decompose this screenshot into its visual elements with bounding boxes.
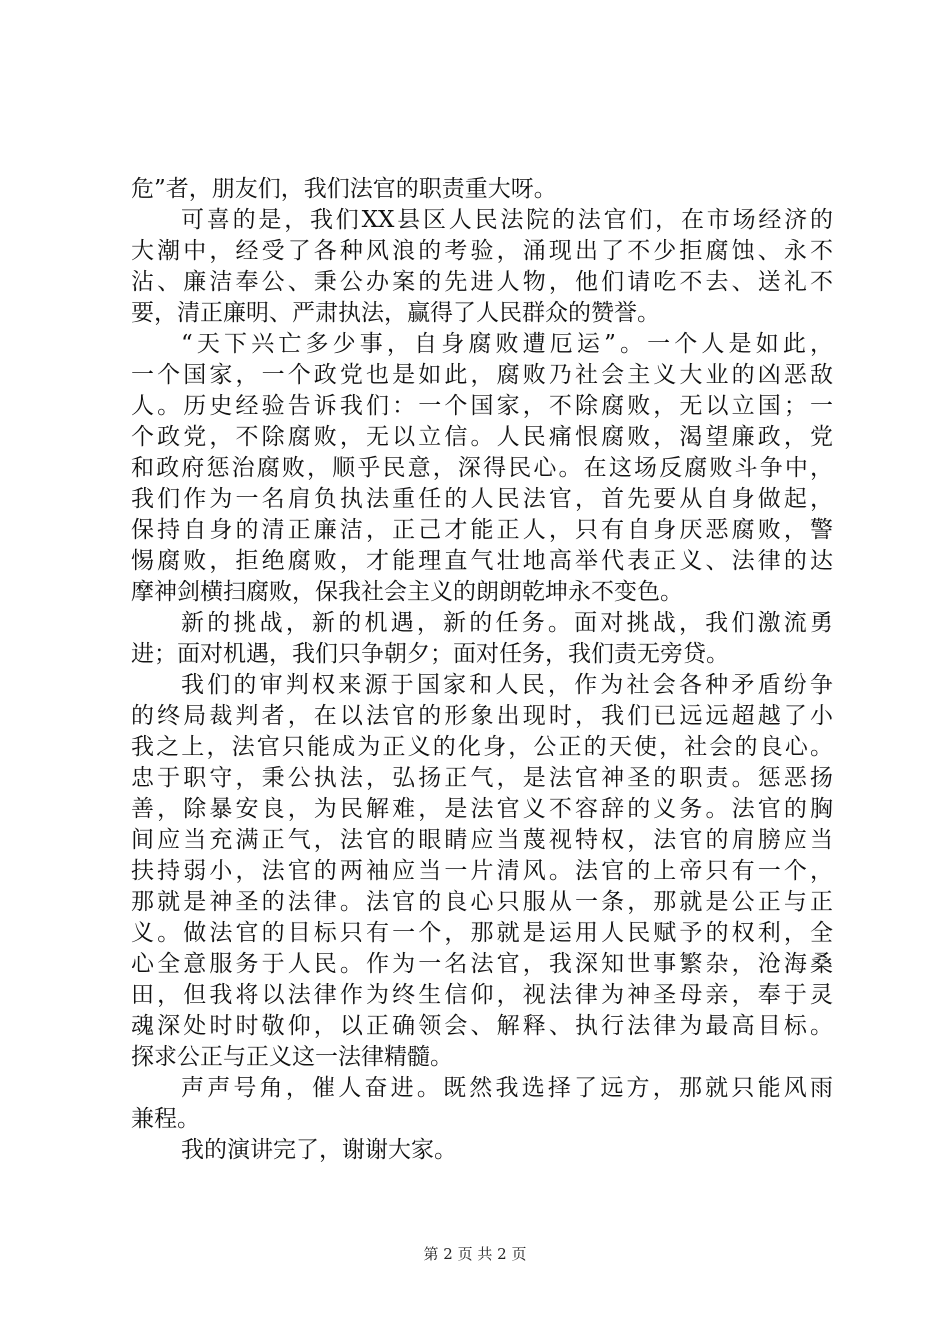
text-line: 危”者，朋友们，我们法官的职责重大呀。 [131,176,557,202]
text-line: 扶持弱小，法官的两袖应当一片清风。法官的上帝只有一个， [131,858,833,884]
text-line: 那就是神圣的法律。法官的良心只服从一条，那就是公正与正 [131,889,833,915]
text-line: 惕腐败，拒绝腐败，才能理直气壮地高举代表正义、法律的达 [131,548,833,574]
text-line: 可喜的是，我们XX县区人民法院的法官们，在市场经济的 [181,207,833,233]
text-line: 忠于职守，秉公执法，弘扬正气，是法官神圣的职责。惩恶扬 [131,765,833,791]
text-line: 保持自身的清正廉洁，正己才能正人，只有自身厌恶腐败，警 [131,517,833,543]
text-line: 我们的审判权来源于国家和人民，作为社会各种矛盾纷争 [181,672,833,698]
text-line: 和政府惩治腐败，顺乎民意，深得民心。在这场反腐败斗争中， [131,455,833,481]
text-line: 个政党，不除腐败，无以立信。人民痛恨腐败，渴望廉政，党 [131,424,833,450]
text-line: 声声号角，催人奋进。既然我选择了远方，那就只能风雨 [181,1075,833,1101]
text-line: 间应当充满正气，法官的眼睛应当蔑视特权，法官的肩膀应当 [131,827,833,853]
text-line: 一个国家，一个政党也是如此，腐败乃社会主义大业的凶恶敌 [131,362,833,388]
text-line: 大潮中，经受了各种风浪的考验，涌现出了不少拒腐蚀、永不 [131,238,833,264]
text-line: 新的挑战，新的机遇，新的任务。面对挑战，我们激流勇 [181,610,833,636]
text-line: 要，清正廉明、严肃执法，赢得了人民群众的赞誉。 [131,300,660,326]
text-line: 田，但我将以法律作为终生信仰，视法律为神圣母亲，奉于灵 [131,982,833,1008]
text-line: 人。历史经验告诉我们：一个国家，不除腐败，无以立国；一 [131,393,833,419]
text-line: 我们作为一名肩负执法重任的人民法官，首先要从自身做起， [131,486,833,512]
text-line: 义。做法官的目标只有一个，那就是运用人民赋予的权利，全 [131,920,833,946]
text-line: 沾、廉洁奉公、秉公办案的先进人物，他们请吃不去、送礼不 [131,269,833,295]
text-line: 善，除暴安良，为民解难，是法官义不容辞的义务。法官的胸 [131,796,833,822]
text-line: 探求公正与正义这一法律精髓。 [131,1044,453,1070]
text-line: 魂深处时时敬仰，以正确领会、解释、执行法律为最高目标。 [131,1013,833,1039]
text-line: 兼程。 [131,1106,200,1132]
text-line: 进；面对机遇，我们只争朝夕；面对任务，我们责无旁贷。 [131,641,729,667]
text-line: 心全意服务于人民。作为一名法官，我深知世事繁杂，沧海桑 [131,951,833,977]
page-footer: 第 2 页 共 2 页 [423,1245,527,1263]
body-text [131,174,833,1166]
text-line: “天下兴亡多少事，自身腐败遭厄运”。一个人是如此， [181,331,833,357]
text-line: 我的演讲完了，谢谢大家。 [181,1137,457,1163]
text-line: 我之上，法官只能成为正义的化身，公正的天使，社会的良心。 [131,734,833,760]
text-line: 摩神剑横扫腐败，保我社会主义的朗朗乾坤永不变色。 [131,579,683,605]
text-line: 的终局裁判者，在以法官的形象出现时，我们已远远超越了小 [131,703,833,729]
